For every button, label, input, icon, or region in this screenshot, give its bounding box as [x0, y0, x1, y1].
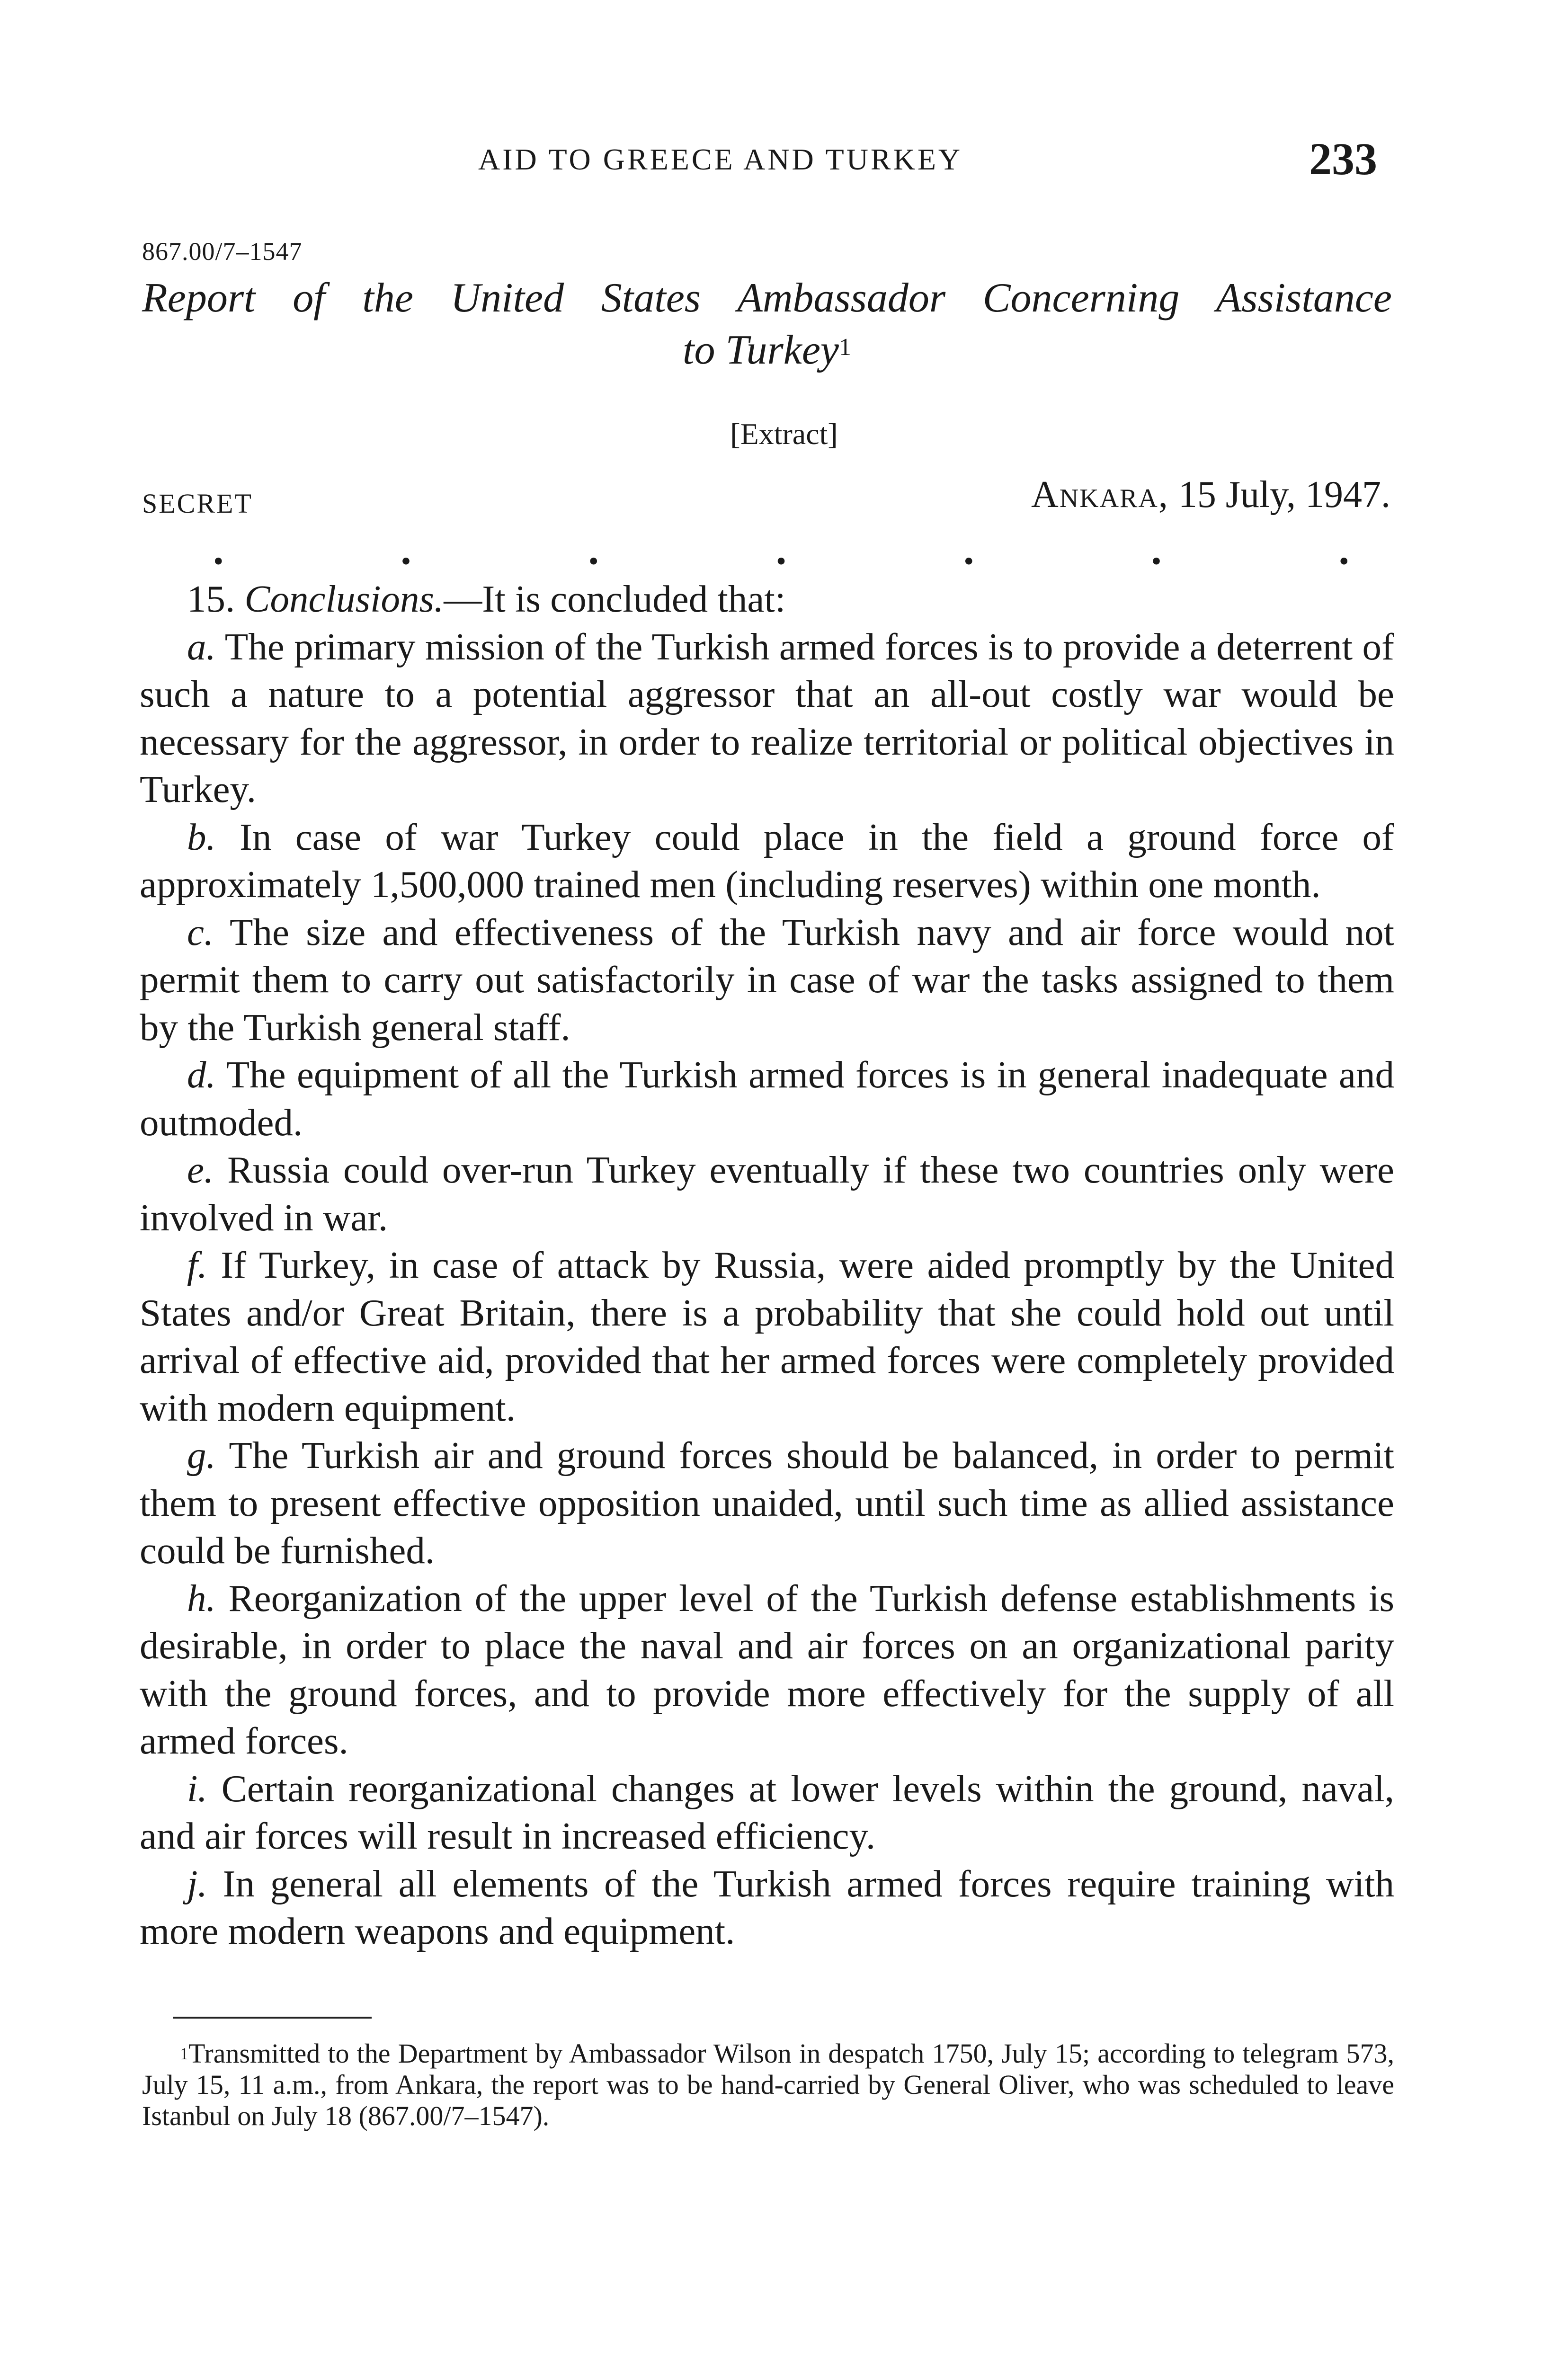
conclusion-item-h [140, 1575, 1394, 1765]
conclusion-item-i [140, 1765, 1394, 1860]
conclusion-item-e [140, 1146, 1394, 1241]
extract-label: [Extract] [730, 417, 838, 451]
item-text: In case of war Turkey could place in the field a ground force of approximately 1,500,000 trained men (including reserves) within one month. [140, 815, 1395, 906]
item-text: The primary mission of the Turkish armed forces is to provide a deterrent of such a nature to a potential aggressor that an all-out costly war would be necessary for the aggressor, in order to realize territorial or political objectives in Turkey. [140, 625, 1394, 810]
item-text: Reorganization of the upper level of the Turkish defense establishments is desirable, in order to place the naval and air forces on an organizational parity with the ground forces, and to provide more effectively for the supply of all armed forces. [140, 1576, 1395, 1762]
document-title [142, 272, 1392, 376]
conclusion-item-f [140, 1241, 1394, 1432]
item-letter: i. [187, 1767, 207, 1810]
document-reference: 867.00/7–1547 [142, 237, 303, 266]
item-letter: c. [187, 910, 214, 953]
title-footnote-mark[interactable]: 1 [838, 334, 851, 361]
item-text: If Turkey, in case of attack by Russia, were aided promptly by the United States and/or Great Britain, there is a probability that she could hold out until arrival of effective aid, provided that her armed forces were completely provided with modern equipment. [140, 1244, 1394, 1429]
conclusion-item-g [140, 1432, 1394, 1575]
footnote-text: Transmitted to the Department by Ambassador Wilson in despatch 1750, July 15; according to telegram 573, July 15, 11 a.m., from Ankara, the report was to be hand-carried by General Oliver, who was scheduled to leave Istanbul on July 18 (867.00/7–1547). [142, 2038, 1394, 2131]
conclusion-item-b [140, 813, 1394, 908]
item-text: The size and effectiveness of the Turkish navy and air force would not permit them to carry out satisfactorily in case of war the tasks assigned to them by the Turkish general staff. [140, 910, 1394, 1049]
document-title-line-2 [142, 324, 1392, 376]
footnote-divider [173, 2017, 372, 2019]
conclusions-heading [140, 575, 1394, 623]
running-head: AID TO GREECE AND TURKEY [478, 142, 963, 176]
section-heading: Conclusions. [244, 578, 444, 620]
dateline [1031, 473, 1390, 516]
item-letter: g. [187, 1434, 216, 1477]
item-letter: h. [187, 1576, 216, 1620]
dateline-date: 15 July, 1947. [1178, 474, 1390, 516]
conclusion-item-d [140, 1051, 1394, 1146]
page-number: 233 [1309, 133, 1377, 184]
item-text: The Turkish air and ground forces should be balanced, in order to permit them to present effective opposition unaided, until such time as allied assistance could be furnished. [140, 1434, 1394, 1572]
item-text: Russia could over-run Turkey eventually if these two countries only were involved in war. [140, 1148, 1395, 1239]
dateline-place: Ankara, [1031, 474, 1169, 516]
item-text: In general all elements of the Turkish armed forces require training with more modern weapons and equipment. [140, 1862, 1394, 1952]
footnote-mark: 1 [180, 2044, 188, 2063]
document-title-line-1: Report of the United States Ambassador Concerning Assistance [142, 275, 1392, 321]
classification-label: SECRET [142, 488, 253, 519]
ellipsis-dot: . [401, 526, 411, 573]
ellipsis-dot: . [213, 526, 224, 573]
item-text: Certain reorganizational changes at lower levels within the ground, naval, and air forces will result in increased efficiency. [140, 1767, 1395, 1857]
ellipsis-dot: . [775, 526, 787, 573]
section-number: 15. [187, 578, 235, 620]
item-letter: b. [187, 815, 216, 858]
item-text: The equipment of all the Turkish armed forces is in general inadequate and outmoded. [140, 1053, 1394, 1144]
ellipsis-dot: . [963, 526, 974, 573]
item-letter: e. [187, 1148, 214, 1191]
document-title-line-2-text: to Turkey [683, 327, 839, 373]
conclusion-item-a [140, 623, 1394, 813]
conclusions-section [140, 575, 1394, 1955]
ellipsis-dot: . [588, 526, 599, 573]
item-letter: d. [187, 1053, 216, 1096]
section-intro: —It is concluded that: [444, 578, 786, 620]
conclusion-item-j [140, 1860, 1394, 1955]
conclusion-item-c [140, 908, 1394, 1051]
ellipsis-dot: . [1151, 526, 1162, 573]
ellipsis-dot: . [1338, 526, 1349, 573]
item-letter: f. [187, 1244, 207, 1286]
omission-ellipsis [213, 525, 1349, 574]
footnote [142, 2038, 1394, 2132]
item-letter: j. [187, 1862, 207, 1905]
item-letter: a. [187, 625, 216, 668]
